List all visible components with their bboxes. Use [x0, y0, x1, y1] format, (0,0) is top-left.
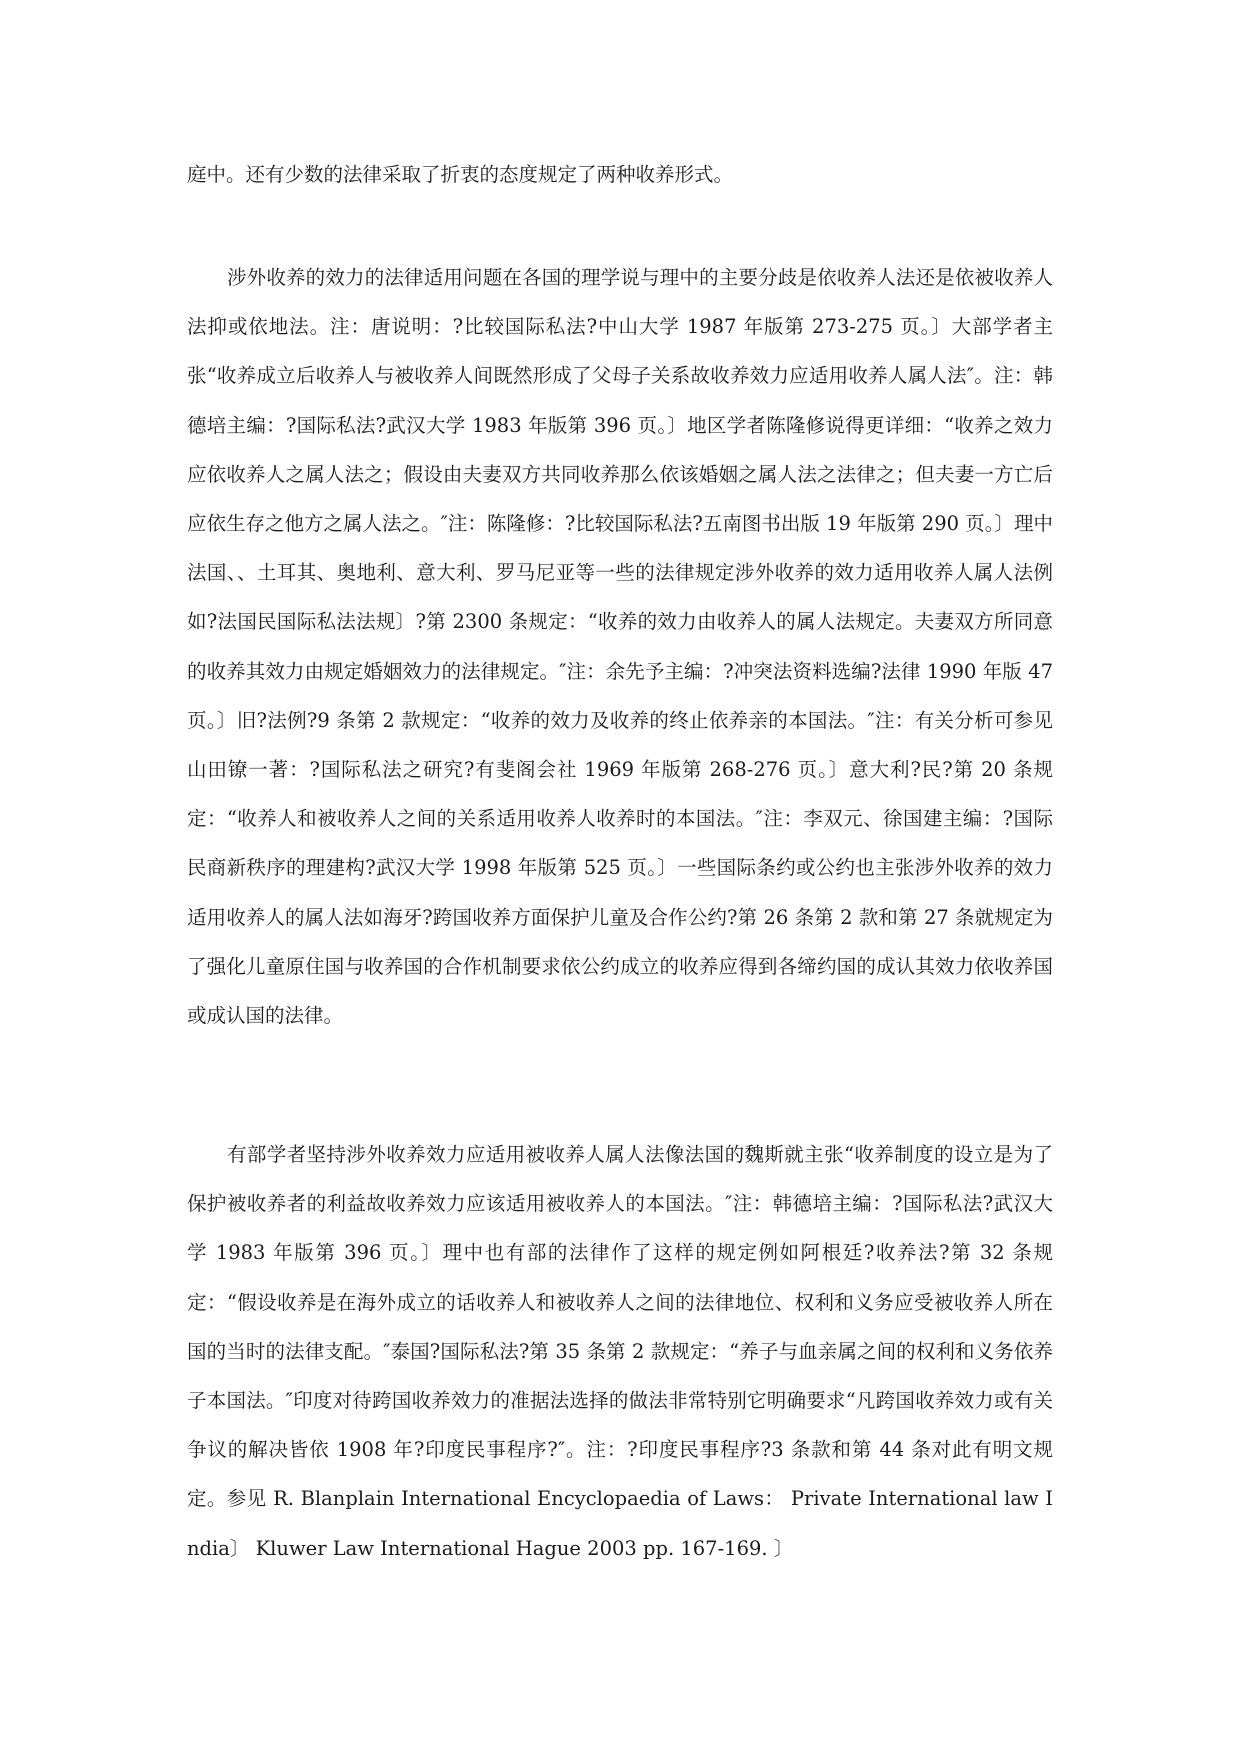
paragraph-adopter-law: 涉外收养的效力的法律适用问题在各国的理学说与理中的主要分歧是依收养人法还是依被收养人法抑或依地法。注：唐说明：?比较国际私法?中山大学 1987 年版第 273-275 页。〕大部学者主张“收养成立后收养人与被收养人间既然形成了父母子关系故收养效力应适用收养人属人法″。注：韩德培主编：?国际私法?武汉大学 1983 年版第 396 页。〕地区学者陈隆修说得更详细：“收养之效力应依收养人之属人法之；假设由夫妻双方共同收养那么依该婚姻之属人法之法律之；但夫妻一方亡后应依生存之他方之属人法之。″注：陈隆修：?比较国际私法?五南图书出版 19 年版第 290 页。〕理中法国、、土耳其、奥地利、意大利、罗马尼亚等一些的法律规定涉外收养的效力适用收养人属人法例如?法国民国际私法法规〕?第 2300 条规定：“收养的效力由收养人的属人法规定。夫妻双方所同意的收养其效力由规定婚姻效力的法律规定。″注：余先予主编：?冲突法资料选编?法律 1990 年版 47 页。〕旧?法例?9 条第 2 款规定：“收养的效力及收养的终止依养亲的本国法。″注：有关分析可参见山田镣一著：?国际私法之研究?有斐阁会社 1969 年版第 268-276 页。〕意大利?民?第 20 条规定：“收养人和被收养人之间的关系适用收养人收养时的本国法。″注：李双元、徐国建主编：?国际民商新秩序的理建构?武汉大学 1998 年版第 525 页。〕一些国际条约或公约也主张涉外收养的效力适用收养人的属人法如海牙?跨国收养方面保护儿童及合作公约?第 26 条第 2 款和第 27 条就规定为了强化儿童原住国与收养国的合作机制要求依公约成立的收养应得到各缔约国的成认其效力依收养国或成认国的法律。	[187, 266, 1053, 1028]
paragraph-adoptee-law: 有部学者坚持涉外收养效力应适用被收养人属人法像法国的魏斯就主张“收养制度的设立是为了保护被收养者的利益故收养效力应该适用被收养人的本国法。″注：韩德培主编：?国际私法?武汉大学 1983 年版第 396 页。〕理中也有部的法律作了这样的规定例如阿根廷?收养法?第 32 条规定：“假设收养是在海外成立的话收养人和被收养人之间的法律地位、权利和义务应受被收养人所在国的当时的法律支配。″泰国?国际私法?第 35 条第 2 款规定：“养子与血亲属之间的权利和义务依养子本国法。″印度对待跨国收养效力的准据法选择的做法非常特别它明确要求“凡跨国收养效力或有关争议的解决皆依 1908 年?印度民事程序?″。注：?印度民事程序?3 条款和第 44 条对此有明文规定。参见 R. Blanplain International Encyclopaedia of Laws： Private International law India〕 Kluwer Law International Hague 2003 pp. 167-169. 〕	[187, 1143, 1053, 1560]
paragraph-continuation: 庭中。还有少数的法律采取了折衷的态度规定了两种收养形式。	[187, 163, 734, 186]
